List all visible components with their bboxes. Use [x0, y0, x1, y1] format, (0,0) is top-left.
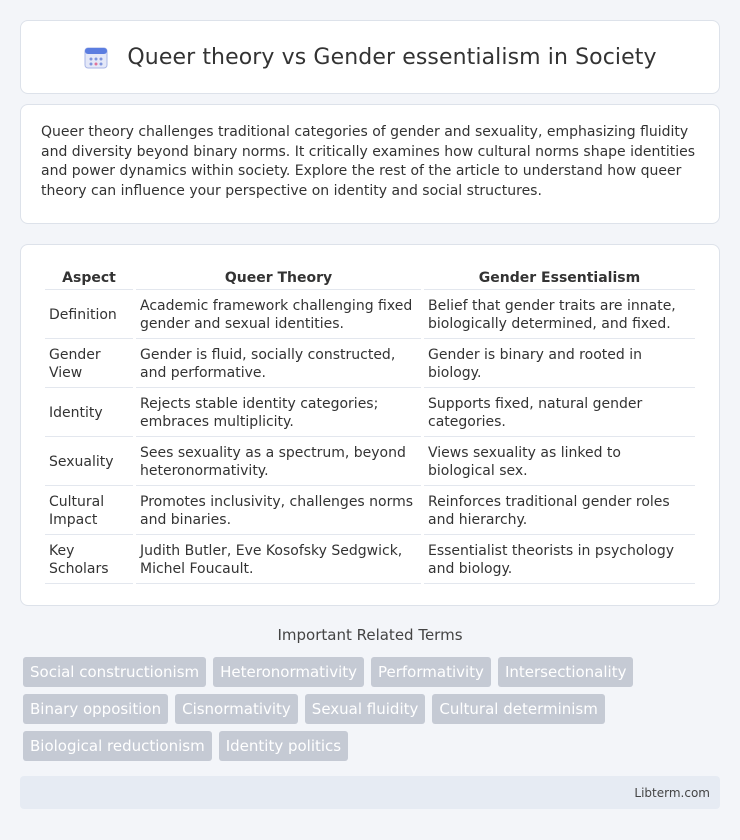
table-row	[45, 439, 695, 486]
aspect-cell: Definition	[45, 292, 133, 339]
table-row	[45, 488, 695, 535]
related-term-tag[interactable]: Performativity	[371, 657, 491, 687]
related-term-tag[interactable]: Cisnormativity	[175, 694, 298, 724]
intro-card	[20, 104, 720, 224]
related-term-tag[interactable]: Sexual fluidity	[305, 694, 426, 724]
aspect-cell: Key Scholars	[45, 537, 133, 584]
comparison-table	[42, 265, 698, 586]
gender-essentialism-cell: Views sexuality as linked to biological sex.	[424, 439, 695, 486]
header-card	[20, 20, 720, 94]
aspect-cell: Identity	[45, 390, 133, 437]
queer-theory-cell: Rejects stable identity categories; embraces multiplicity.	[136, 390, 421, 437]
column-header-queer-theory: Queer Theory	[136, 267, 421, 290]
title-wrap	[83, 44, 656, 70]
related-term-tag[interactable]: Cultural determinism	[432, 694, 604, 724]
aspect-cell: Cultural Impact	[45, 488, 133, 535]
gender-essentialism-cell: Reinforces traditional gender roles and hierarchy.	[424, 488, 695, 535]
related-term-tag[interactable]: Biological reductionism	[23, 731, 212, 761]
table-row	[45, 390, 695, 437]
related-term-tag[interactable]: Intersectionality	[498, 657, 634, 687]
related-term-tag[interactable]: Heteronormativity	[213, 657, 364, 687]
comparison-table-card	[20, 244, 720, 606]
column-header-gender-essentialism: Gender Essentialism	[424, 267, 695, 290]
related-terms-title: Important Related Terms	[277, 626, 463, 644]
related-term-tag[interactable]: Social constructionism	[23, 657, 206, 687]
table-header-row	[45, 267, 695, 290]
table-row	[45, 292, 695, 339]
footer	[20, 776, 720, 809]
page-title: Queer theory vs Gender essentialism in Society	[127, 44, 657, 70]
queer-theory-cell: Promotes inclusivity, challenges norms and binaries.	[136, 488, 421, 535]
aspect-cell: Sexuality	[45, 439, 133, 486]
intro-text: Queer theory challenges traditional categories of gender and sexuality, emphasizing fluidity and diversity beyond binary norms. It critically examines how cultural norms shape identities and power dynamics within society. Explore the rest of the article to understand how queer theory can influence your perspective on identity and social structures.	[41, 124, 696, 199]
table-row	[45, 341, 695, 388]
related-term-tag[interactable]: Binary opposition	[23, 694, 168, 724]
column-header-aspect: Aspect	[45, 267, 133, 290]
aspect-cell: Gender View	[45, 341, 133, 388]
related-terms-list	[23, 657, 723, 761]
related-term-tag[interactable]: Identity politics	[219, 731, 348, 761]
queer-theory-cell: Judith Butler, Eve Kosofsky Sedgwick, Michel Foucault.	[136, 537, 421, 584]
table-row	[45, 537, 695, 584]
gender-essentialism-cell: Belief that gender traits are innate, biologically determined, and fixed.	[424, 292, 695, 339]
queer-theory-cell: Academic framework challenging fixed gender and sexual identities.	[136, 292, 421, 339]
queer-theory-cell: Gender is fluid, socially constructed, and performative.	[136, 341, 421, 388]
queer-theory-cell: Sees sexuality as a spectrum, beyond heteronormativity.	[136, 439, 421, 486]
gender-essentialism-cell: Essentialist theorists in psychology and biology.	[424, 537, 695, 584]
footer-site-link[interactable]: Libterm.com	[634, 785, 710, 800]
gender-essentialism-cell: Supports fixed, natural gender categories.	[424, 390, 695, 437]
calendar-icon	[83, 44, 109, 70]
gender-essentialism-cell: Gender is binary and rooted in biology.	[424, 341, 695, 388]
